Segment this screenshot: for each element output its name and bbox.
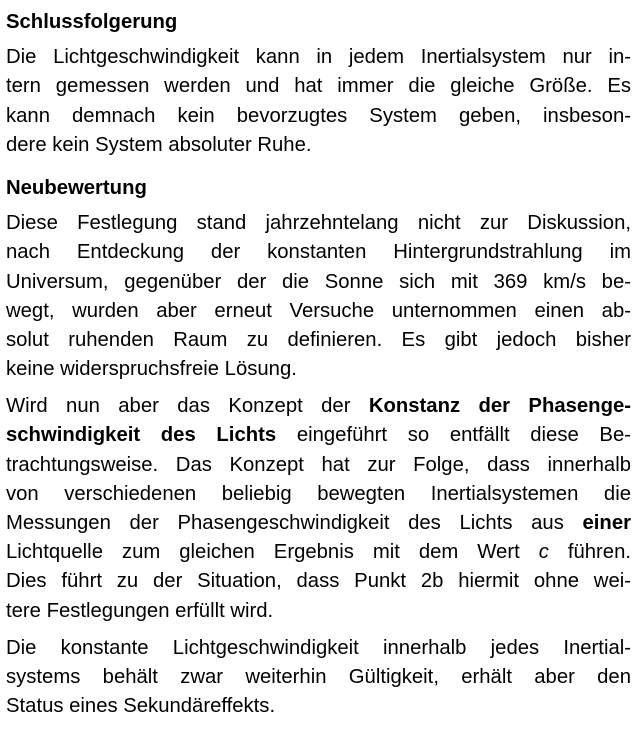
paragraph-festlegung: [6, 209, 631, 384]
text-line: Die konstante Lichtgeschwindigkeit innerhalb jedes Inertial-: [6, 636, 631, 659]
text-run: Messungen der Phasengeschwindigkeit des Lichts aus: [6, 512, 583, 535]
text-line: tern gemessen werden und hat immer die gleiche Größe. Es: [6, 75, 631, 98]
text-line: Diese Festlegung stand jahrzehntelang nicht zur Diskussion,: [6, 212, 631, 235]
text-line: Universum, gegenüber der die Sonne sich mit 369 km/s be-: [6, 270, 631, 293]
text-line: wegt, wurden aber erneut Versuche unternommen einen ab-: [6, 299, 631, 322]
text-line: Die Lichtgeschwindigkeit kann in jedem Inertialsystem nur in-: [6, 46, 631, 69]
section-heading-neubewertung: Neubewertung: [6, 176, 147, 199]
text-line: kann demnach kein bevorzugtes System geben, insbeson-: [6, 104, 631, 127]
section-heading-schlussfolgerung: Schlussfolgerung: [6, 11, 178, 33]
text-line: Status eines Sekundäreffekts.: [6, 695, 276, 718]
text-line: trachtungsweise. Das Konzept hat zur Folge, dass innerhalb: [6, 453, 631, 476]
bold-term: einer: [582, 512, 631, 535]
bold-term: Konstanz der Phasenge-: [368, 395, 631, 418]
text-line: [6, 538, 631, 567]
text-line: systems behält zwar weiterhin Gültigkeit, erhält aber den: [6, 665, 631, 688]
italic-symbol: c: [538, 541, 549, 564]
bold-term: schwindigkeit des Lichts: [6, 424, 277, 447]
text-line: keine widerspruchsfreie Lösung.: [6, 358, 297, 381]
text-run: eingeführt so entfällt diese Be-: [276, 424, 631, 447]
text-line: tere Festlegungen erfüllt wird.: [6, 599, 274, 622]
text-line: nach Entdeckung der konstanten Hintergrundstrahlung im: [6, 241, 631, 264]
paragraph-schlussfolgerung: [6, 43, 631, 160]
text-line: dere kein System absoluter Ruhe.: [6, 133, 312, 156]
text-line: Dies führt zu der Situation, dass Punkt 2b hiermit ohne wei-: [6, 570, 631, 593]
text-line: solut ruhenden Raum zu definieren. Es gibt jedoch bisher: [6, 328, 631, 351]
text-run: führen.: [548, 541, 631, 564]
text-line: von verschiedenen beliebig bewegten Inertialsystemen die: [6, 482, 631, 505]
document-page: [6, 8, 631, 721]
paragraph-sekundaereffekt: [6, 634, 631, 722]
text-run: Wird nun aber das Konzept der: [6, 395, 369, 418]
text-line: [6, 421, 631, 450]
paragraph-konzept: [6, 392, 631, 626]
text-line: [6, 392, 631, 421]
text-run: Lichtquelle zum gleichen Ergebnis mit dem Wert: [6, 541, 539, 564]
text-line: [6, 509, 631, 538]
